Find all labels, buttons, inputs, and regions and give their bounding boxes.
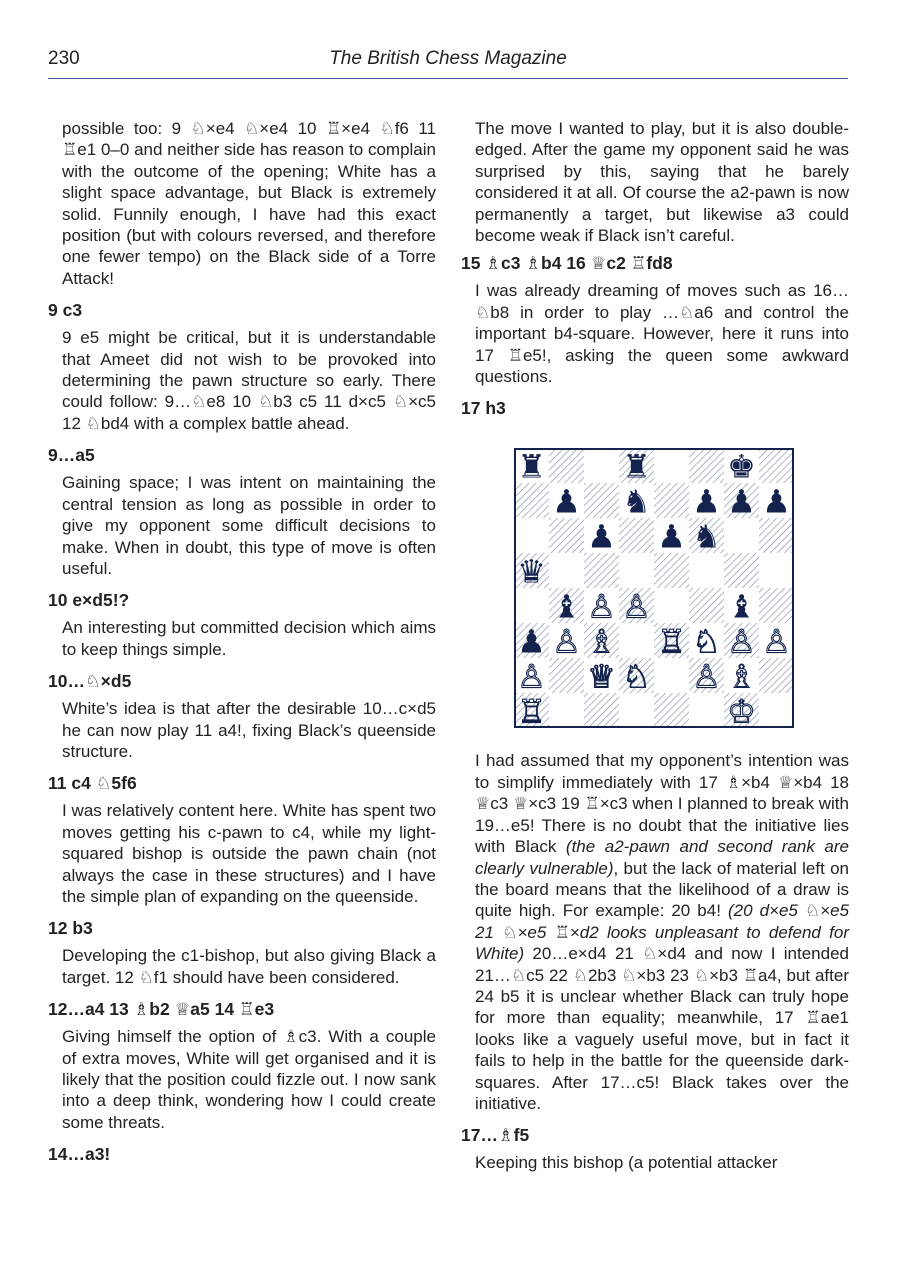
board-square-h1 <box>759 693 794 728</box>
board-square-b2 <box>549 658 584 693</box>
paragraph: White’s idea is that after the desirable 10…c×d5 he can now play 11 a4!, fixing Black’s queenside structure. <box>62 699 436 761</box>
piece-black-g4: ♝ <box>727 587 756 626</box>
board-square-a7 <box>514 483 549 518</box>
move-heading: 10…♘×d5 <box>48 671 132 692</box>
move-heading: 15 ♗c3 ♗b4 16 ♕c2 ♖fd8 <box>461 253 673 274</box>
piece-white-g1: ♔ <box>727 692 756 729</box>
move-heading: 17 h3 <box>461 398 506 419</box>
board-square-d1 <box>619 693 654 728</box>
board-square-h6 <box>759 518 794 553</box>
chess-board <box>514 448 794 728</box>
board-square-f5 <box>689 553 724 588</box>
piece-white-c2: ♕ <box>587 657 616 696</box>
running-title: The British Chess Magazine <box>329 48 567 69</box>
paragraph: Keeping this bishop (a potential attacker <box>475 1153 778 1173</box>
text-run: 20…e×d4 21 ♘×d4 and now I intended 21…♘c5 22 ♘2b3 ♘×b3 23 ♘×b3 ♖a4, but after 24 b5 it is unclear whether Black can truly hope for more than equality; meanwhile, 17 ♖ae1 looks like a vaguely useful move, but in fact it fails to help in the battle for the queenside dark-squares. After 17…c5! Black takes over the initiative. <box>475 944 849 1113</box>
piece-white-d2: ♘ <box>622 657 651 696</box>
board-square-e5 <box>654 553 689 588</box>
board-square-c5 <box>584 553 619 588</box>
move-heading: 17…♗f5 <box>461 1125 530 1146</box>
text-run: , but the lack of material left on the board means that the likelihood of a draw is quite high. For example: 20 b4! <box>475 858 850 921</box>
piece-black-f6: ♞ <box>692 517 721 556</box>
piece-black-f7: ♟ <box>692 482 721 521</box>
piece-black-c6: ♟ <box>587 517 616 556</box>
board-square-a4 <box>514 588 549 623</box>
piece-white-f3: ♘ <box>692 622 721 661</box>
board-square-f8 <box>689 448 724 483</box>
piece-black-a5: ♛ <box>517 552 546 591</box>
board-square-d3 <box>619 623 654 658</box>
board-square-b1 <box>549 693 584 728</box>
page-number: 230 <box>48 48 80 69</box>
piece-black-b4: ♝ <box>552 587 581 626</box>
piece-white-a2: ♙ <box>517 657 546 696</box>
move-heading: 12 b3 <box>48 918 93 939</box>
board-square-d5 <box>619 553 654 588</box>
board-square-e1 <box>654 693 689 728</box>
board-square-b5 <box>549 553 584 588</box>
paragraph: 9 e5 might be critical, but it is understandable that Ameet did not wish to be provoked into determining the pawn structure so early. There could follow: 9…♘e8 10 ♘b3 c5 11 d×c5 ♘×c5 12 ♘bd4 with a complex battle ahead. <box>62 328 436 433</box>
right-column <box>461 118 849 1179</box>
board-square-e2 <box>654 658 689 693</box>
board-square-h8 <box>759 448 794 483</box>
piece-black-a3: ♟ <box>517 622 546 661</box>
board-square-g5 <box>724 553 759 588</box>
board-square-e4 <box>654 588 689 623</box>
board-square-b8 <box>549 448 584 483</box>
board-square-h2 <box>759 658 794 693</box>
move-heading: 9…a5 <box>48 445 95 466</box>
piece-black-g7: ♟ <box>727 482 756 521</box>
piece-black-h7: ♟ <box>762 482 791 521</box>
piece-black-d8: ♜ <box>622 448 651 486</box>
paragraph <box>475 750 849 1114</box>
paragraph: I was already dreaming of moves such as 16…♘b8 in order to play …♘a6 and control the important b4-square. However, here it runs into 17 ♖e5!, asking the queen some awkward questions. <box>475 281 849 387</box>
board-square-a6 <box>514 518 549 553</box>
piece-white-h3: ♙ <box>762 622 791 661</box>
piece-white-g3: ♙ <box>727 622 756 661</box>
piece-black-e6: ♟ <box>657 517 686 556</box>
board-square-c1 <box>584 693 619 728</box>
piece-black-d7: ♞ <box>622 482 651 521</box>
piece-white-g2: ♗ <box>727 657 756 696</box>
board-square-e8 <box>654 448 689 483</box>
board-square-d6 <box>619 518 654 553</box>
page-header <box>48 46 848 79</box>
board-square-b6 <box>549 518 584 553</box>
move-heading: 9 c3 <box>48 300 83 321</box>
piece-white-c3: ♗ <box>587 622 616 661</box>
piece-white-c4: ♙ <box>587 587 616 626</box>
board-square-f1 <box>689 693 724 728</box>
paragraph: I was relatively content here. White has spent two moves getting his c-pawn to c4, while my light-squared bishop is outside the pawn chain (not always the case in these structures) and I have the simple plan of expanding on the queenside. <box>62 801 436 906</box>
board-square-c8 <box>584 448 619 483</box>
piece-white-e3: ♖ <box>657 622 686 661</box>
board-square-f4 <box>689 588 724 623</box>
chess-diagram <box>514 448 849 728</box>
paragraph: An interesting but committed decision which aims to keep things simple. <box>62 618 436 659</box>
piece-white-f2: ♙ <box>692 657 721 696</box>
left-column <box>48 118 436 1171</box>
board-square-c7 <box>584 483 619 518</box>
text-run: I had assumed that my opponent’s intention was to simplify immediately with 17 ♗×b4 ♕×b4 18 ♕c3 ♕×c3 19 ♖×c3 when I planned to break with 19…e5! There is no doubt that the initiative lies with Black <box>475 751 849 857</box>
piece-black-a8: ♜ <box>517 448 546 486</box>
piece-black-b7: ♟ <box>552 482 581 521</box>
piece-white-d4: ♙ <box>622 587 651 626</box>
board-square-e7 <box>654 483 689 518</box>
board-square-h5 <box>759 553 794 588</box>
piece-black-g8: ♚ <box>727 448 756 486</box>
paragraph: Giving himself the option of ♗c3. With a couple of extra moves, White will get organised and it is likely that the position could fizzle out. I now sank into a deep think, wondering how I could create some threats. <box>62 1027 436 1132</box>
move-heading: 14…a3! <box>48 1144 111 1165</box>
paragraph: Gaining space; I was intent on maintaining the central tension as long as possible in order to give my opponent some difficult decisions to make. When in doubt, this type of move is often useful. <box>62 473 436 578</box>
move-heading: 10 e×d5!? <box>48 590 130 611</box>
text-run-italic: (the a2-pawn and second rank are clearly vulnerable) <box>475 837 849 878</box>
paragraph: Developing the c1-bishop, but also giving Black a target. 12 ♘f1 should have been considered. <box>62 946 436 987</box>
piece-white-a1: ♖ <box>517 692 546 729</box>
piece-white-b3: ♙ <box>552 622 581 661</box>
text-run-italic: (20 d×e5 ♘×e5 21 ♘×e5 ♖×d2 looks unpleasant to defend for White) <box>475 901 849 964</box>
paragraph: possible too: 9 ♘×e4 ♘×e4 10 ♖×e4 ♘f6 11 ♖e1 0–0 and neither side has reason to complain with the outcome of the opening; White has a slight space advantage, but Black is extremely solid. Funnily enough, I have had this exact position (but with colours reversed, and therefore one fewer tempo) on the Black side of a Torre Attack! <box>62 119 436 288</box>
move-heading: 12…a4 13 ♗b2 ♕a5 14 ♖e3 <box>48 999 275 1020</box>
board-square-g6 <box>724 518 759 553</box>
move-heading: 11 c4 ♘5f6 <box>48 773 137 794</box>
paragraph: The move I wanted to play, but it is also double-edged. After the game my opponent said he was surprised by this, saying that he barely considered it at all. Of course the a2-pawn is now permanently a target, but likewise a3 could become weak if Black isn’t careful. <box>475 119 849 246</box>
board-square-h4 <box>759 588 794 623</box>
